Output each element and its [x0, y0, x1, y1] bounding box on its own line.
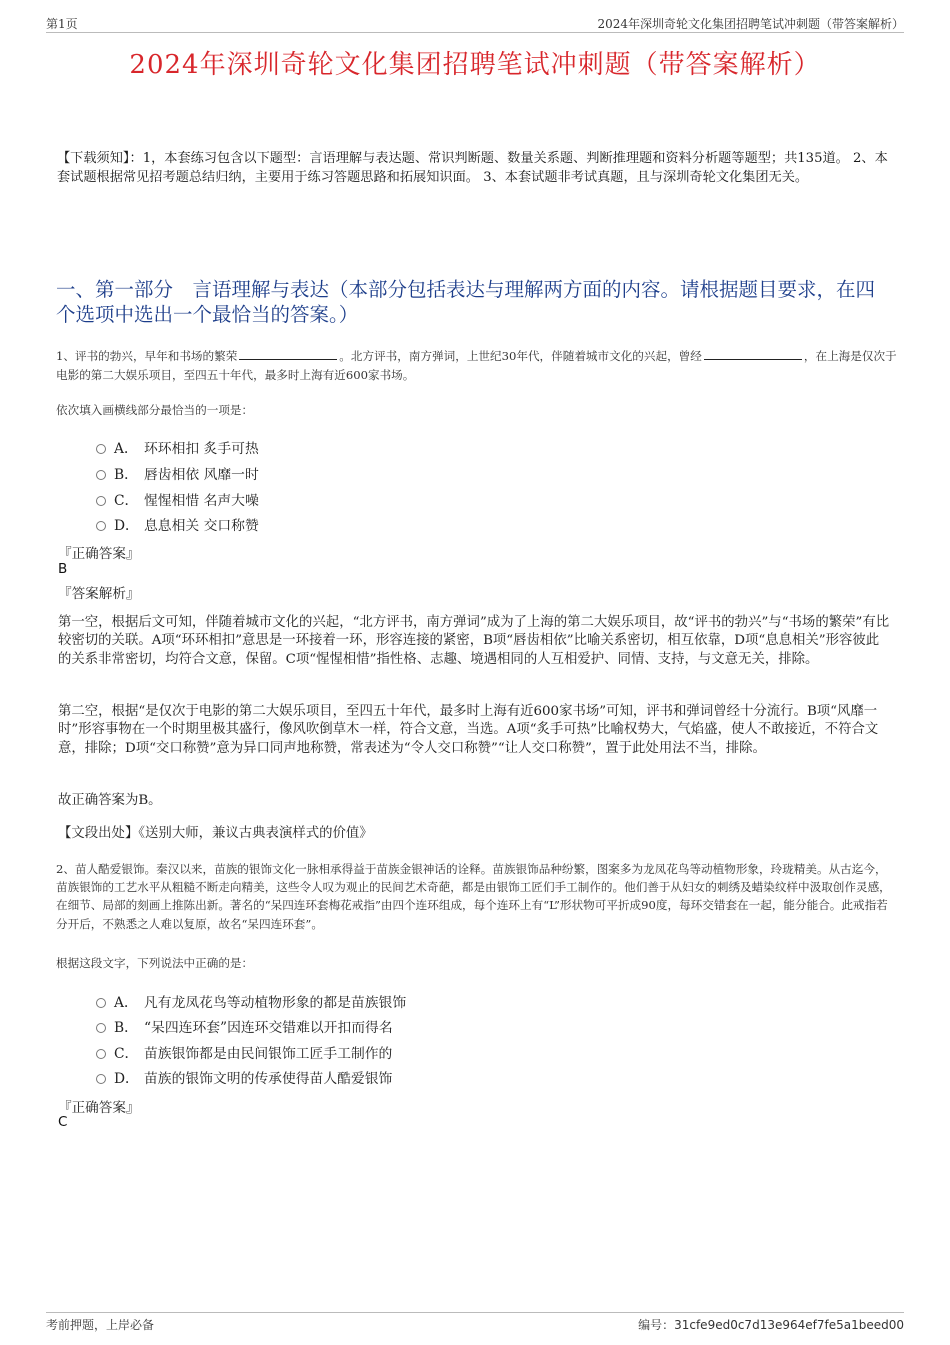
page-number: 第1页 — [46, 17, 78, 31]
q1-analysis-conclusion: 故正确答案为B。 — [58, 793, 162, 808]
radio-icon[interactable] — [96, 521, 106, 531]
question-1-text: 1、评书的勃兴，早年和书场的繁荣 。北方评书，南方弹词，上世纪30年代，伴随着城市文化的兴起，曾经 ，在上海是仅次于电影的第二大娱乐项目，至四五十年代，最多时上海有近600家书场。 — [56, 349, 897, 382]
q1-analysis-para-1: 第一空，根据后文可知，伴随着城市文化的兴起，“北方评书，南方弹词”成为了上海的第二大娱乐项目，故“评书的勃兴”与“书场的繁荣”有比较密切的关联。A项“环环相扣”意思是一环接着一环，形容连接的紧密，B项“唇齿相依”比喻关系密切，相互依靠，D项“息息相关”形容彼此的关系非常密切，均符合文意，保留。C项“惺惺相惜”指性格、志趣、境遇相同的人互相爱护、同情、支持，与文意无关，排除。 — [58, 615, 890, 667]
q1-option-c[interactable]: C． 惺惺相惜 名声大噪 — [96, 489, 259, 509]
q1-option-a[interactable]: A． 环环相扣 炙手可热 — [96, 437, 259, 457]
header-doc-title: 2024年深圳奇轮文化集团招聘笔试冲刺题（带答案解析） — [597, 17, 904, 31]
q1-source: 【文段出处】《送别大师，兼议古典表演样式的价值》 — [58, 826, 373, 841]
radio-icon[interactable] — [96, 496, 106, 506]
question-2-text: 2、苗人酷爱银饰。秦汉以来，苗族的银饰文化一脉相承得益于苗族金银神话的诠释。苗族银饰品种纷繁，图案多为龙凤花鸟等动植物形象，玲珑精美。从古迄今，苗族银饰的工艺水平从粗糙不断走向精美，这些令人叹为观止的民间艺术奇葩，都是由银饰工匠们手工制作的。他们善于从妇女的刺绣及蜡染纹样中汲取创作灵感，在细节、局部的刻画上推陈出新。著名的“呆四连环套梅花戒指”由四个连环组成，每个连环上有“L”形状物可平折成90度，每环交错套在一起，能分能合。此戒指若分开后，不熟悉之人难以复原，故名“呆四连环套”。 — [56, 862, 891, 931]
q1-option-b[interactable]: B． 唇齿相依 风靡一时 — [96, 463, 259, 483]
q2-answer-label: 『正确答案』 — [58, 1100, 140, 1116]
download-notice: 【下载须知】：1，本套练习包含以下题型：言语理解与表达题、常识判断题、数量关系题、判断推理题和资料分析题等题型；共135道。 2、本套试题根据常见招考题总结归纳，主要用于练习答题思路和拓展知识面。 3、本套试题非考试真题，且与深圳奇轮文化集团无关。 — [57, 151, 888, 185]
page-title: 2024年深圳奇轮文化集团招聘笔试冲刺题（带答案解析） — [129, 50, 821, 80]
radio-icon[interactable] — [96, 998, 106, 1008]
radio-icon[interactable] — [96, 1074, 106, 1084]
question-1-prompt: 依次填入画横线部分最恰当的一项是： — [56, 403, 254, 417]
q2-option-d[interactable]: D． 苗族的银饰文明的传承使得苗人酷爱银饰 — [96, 1067, 392, 1087]
q1-analysis-label: 『答案解析』 — [58, 586, 140, 602]
section-title: 一、第一部分 言语理解与表达（本部分包括表达与理解两方面的内容。请根据题目要求，在四个选项中选出一个最恰当的答案。） — [56, 278, 876, 326]
blank-2 — [704, 347, 802, 360]
radio-icon[interactable] — [96, 1023, 106, 1033]
q1-analysis-para-2: 第二空，根据“是仅次于电影的第二大娱乐项目，至四五十年代，最多时上海有近600家书场”可知，评书和弹词曾经十分流行。B项“风靡一时”形容事物在一个时期里极其盛行，像风吹倒草木一样，符合文意，当选。A项“炙手可热”比喻权势大，气焰盛，使人不敢接近，不符合文意，排除；D项“交口称赞”意为异口同声地称赞，常表述为“令人交口称赞”“让人交口称赞”，置于此处用法不当，排除。 — [58, 704, 879, 756]
q1-option-d[interactable]: D． 息息相关 交口称赞 — [96, 514, 259, 534]
q1-answer-label: 『正确答案』 — [58, 546, 140, 562]
footer-code: 编号：31cfe9ed0c7d13e964ef7fe5a1beed00 — [638, 1318, 904, 1332]
q2-option-c[interactable]: C． 苗族银饰都是由民间银饰工匠手工制作的 — [96, 1042, 392, 1062]
radio-icon[interactable] — [96, 1049, 106, 1059]
blank-1 — [239, 347, 337, 360]
page-header — [46, 14, 904, 33]
q2-option-b[interactable]: B． “呆四连环套”因连环交错难以开扣而得名 — [96, 1016, 393, 1036]
question-2-prompt: 根据这段文字，下列说法中正确的是： — [56, 956, 254, 970]
q1-answer: B — [58, 561, 68, 577]
q2-option-a[interactable]: A． 凡有龙凤花鸟等动植物形象的都是苗族银饰 — [96, 991, 406, 1011]
footer-slogan: 考前押题，上岸必备 — [46, 1318, 155, 1332]
radio-icon[interactable] — [96, 470, 106, 480]
page-footer — [46, 1312, 904, 1335]
radio-icon[interactable] — [96, 444, 106, 454]
q2-answer: C — [58, 1114, 68, 1130]
